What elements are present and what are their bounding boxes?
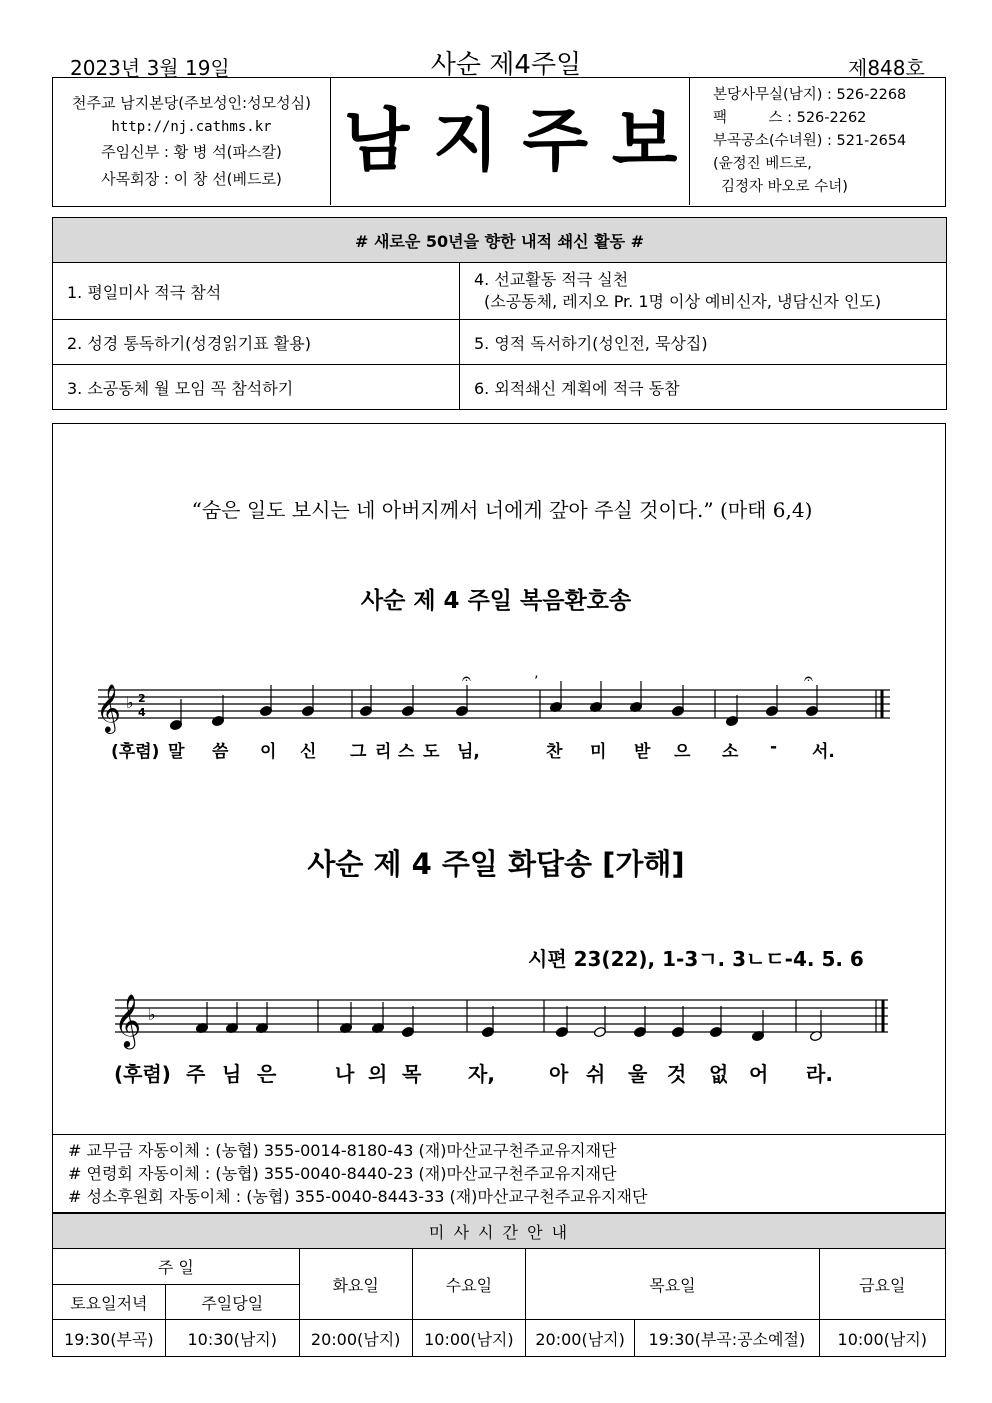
parish-url[interactable]: http://nj.cathms.kr xyxy=(111,119,272,135)
schedule-sunday: 주 일 xyxy=(53,1249,300,1285)
psalm-reference: 시편 23(22), 1-3ㄱ. 3ㄴㄷ-4. 5. 6 xyxy=(528,947,864,971)
lyric-syllable: 라. xyxy=(806,1062,833,1086)
scripture-quote: “숨은 일도 보시는 네 아버지께서 너에게 갚아 주실 것이다.” (마태 6,4) xyxy=(191,498,813,522)
transfer-tithe: # 교무금 자동이체 : (농협) 355-0014-8180-43 (재)마산교구천주교유지재단 xyxy=(68,1141,617,1160)
contact-mission: 부곡공소(수녀원) : 521-2654 xyxy=(713,133,907,149)
time-thu-1: 20:00(남지) xyxy=(526,1320,635,1357)
lyric-syllable: 님, xyxy=(457,742,480,762)
contact-sisters-2: 김정자 바오로 수녀) xyxy=(721,179,848,195)
lyric-syllable: 자, xyxy=(468,1062,495,1086)
lyric-syllable: 울 xyxy=(628,1062,648,1086)
transfer-list xyxy=(68,1139,647,1208)
schedule-thursday: 목요일 xyxy=(526,1249,819,1320)
schedule-friday: 금요일 xyxy=(819,1249,945,1320)
schedule-wednesday: 수요일 xyxy=(412,1249,526,1320)
renewal-item-2: 2. 성경 통독하기(성경읽기표 활용) xyxy=(53,320,460,365)
lyric-syllable: 받 xyxy=(634,742,651,762)
renewal-table xyxy=(52,217,947,410)
pastor-name: 주임신부 : 황 병 석(파스칼) xyxy=(101,143,282,161)
contact-fax: 팩 스 : 526-2262 xyxy=(713,110,867,126)
lyric-syllable: 어 xyxy=(749,1062,769,1086)
content-box xyxy=(52,423,946,1213)
treble-clef-icon: 𝄞 xyxy=(114,993,142,1047)
parish-info xyxy=(53,78,331,205)
schedule-sun-day: 주일당일 xyxy=(165,1285,299,1320)
lyric-syllable: 아 xyxy=(549,1062,569,1086)
lyric-syllable: 이 xyxy=(260,742,277,762)
gospel-acclamation-title: 사순 제 4 주일 복음환호송 xyxy=(360,588,632,614)
lyric-syllable: 쉬 xyxy=(586,1062,606,1086)
schedule-tuesday: 화요일 xyxy=(299,1249,412,1320)
lyric-syllable: 미 xyxy=(590,742,607,762)
issue-title: 사순 제4주일 xyxy=(430,50,582,80)
contact-sisters-1: (윤정진 베드로, xyxy=(713,156,812,172)
time-sun: 10:30(남지) xyxy=(165,1320,299,1357)
lyric-syllable: 목 xyxy=(402,1062,422,1086)
renewal-item-3: 3. 소공동체 월 모임 꼭 참석하기 xyxy=(53,365,460,410)
lyric-syllable: 서. xyxy=(812,742,835,762)
transfer-divider xyxy=(52,1134,946,1135)
renewal-item-4: 4. 선교활동 적극 실천 (소공동체, 레지오 Pr. 1명 이상 예비신자, 냉담신자 인도) xyxy=(460,263,947,320)
lyric-syllable: 은 xyxy=(257,1062,277,1086)
time-wed: 10:00(남지) xyxy=(412,1320,526,1357)
lyric-syllable: 스 xyxy=(398,742,415,762)
parish-name: 천주교 남지본당 xyxy=(72,94,179,112)
flat-icon: ♭ xyxy=(148,1005,156,1024)
renewal-item-6: 6. 외적쇄신 계획에 적극 동참 xyxy=(460,365,947,410)
renewal-item-1: 1. 평일미사 적극 참석 xyxy=(53,263,460,320)
time-sig-top: 2 xyxy=(138,692,146,705)
fermata-icon: 𝄐 xyxy=(462,670,471,688)
lyric-syllable: 님 xyxy=(222,1062,242,1086)
lyric-syllable: 씀 xyxy=(212,742,229,762)
council-president: 사목회장 : 이 창 선(베드로) xyxy=(101,170,282,188)
gospel-refrain-label: (후렴) xyxy=(111,742,160,762)
time-sig-bottom: 4 xyxy=(138,706,146,719)
time-tue: 20:00(남지) xyxy=(299,1320,412,1357)
mass-schedule-table xyxy=(52,1213,946,1357)
psalm-staff xyxy=(110,990,900,1050)
issue-number: 제848호 xyxy=(848,56,925,80)
contact-list xyxy=(713,84,906,199)
breath-mark-icon: ’ xyxy=(534,674,539,690)
lyric-syllable: 도 xyxy=(423,742,440,762)
contact-office: 본당사무실(남지) : 526-2268 xyxy=(713,87,907,103)
schedule-heading: 미 사 시 간 안 내 xyxy=(53,1214,946,1249)
psalm-title: 사순 제 4 주일 화답송 [가해] xyxy=(307,847,685,881)
gospel-notes xyxy=(169,681,818,731)
lyric-syllable: 소 xyxy=(722,742,739,762)
lyric-syllable: - xyxy=(770,737,778,757)
time-fri: 10:00(남지) xyxy=(819,1320,945,1357)
lyric-syllable: 의 xyxy=(368,1062,388,1086)
lyric-syllable: 것 xyxy=(667,1062,687,1086)
lyric-syllable: 없 xyxy=(709,1062,729,1086)
schedule-sat-eve: 토요일저녁 xyxy=(53,1285,166,1320)
lyric-syllable: 그 xyxy=(350,742,367,762)
issue-date: 2023년 3월 19일 xyxy=(70,56,230,80)
fermata-icon: 𝄐 xyxy=(804,670,813,688)
parish-patron: (주보성인:성모성심) xyxy=(178,94,311,112)
lyric-syllable: 나 xyxy=(335,1062,355,1086)
lyric-syllable: 주 xyxy=(186,1062,206,1086)
transfer-funeral: # 연령회 자동이체 : (농협) 355-0040-8440-23 (재)마산교구천주교유지재단 xyxy=(68,1164,617,1183)
bulletin-logo: 남 지 주 보 xyxy=(332,78,690,205)
renewal-item-5: 5. 영적 독서하기(성인전, 묵상집) xyxy=(460,320,947,365)
flat-icon: ♭ xyxy=(126,693,134,712)
transfer-vocation: # 성소후원회 자동이체 : (농협) 355-0040-8443-33 (재)마산교구천주교유지재단 xyxy=(68,1187,648,1206)
treble-clef-icon: 𝄞 xyxy=(96,683,121,732)
time-thu-2: 19:30(부곡:공소예절) xyxy=(635,1320,820,1357)
time-sat: 19:30(부곡) xyxy=(53,1320,166,1357)
psalm-refrain-label: (후렴) xyxy=(114,1062,171,1086)
lyric-syllable: 신 xyxy=(300,742,317,762)
lyric-syllable: 말 xyxy=(168,742,185,762)
lyric-syllable: 찬 xyxy=(546,742,563,762)
lyric-syllable: 리 xyxy=(375,742,392,762)
masthead xyxy=(52,77,946,207)
lyric-syllable: 으 xyxy=(674,742,691,762)
renewal-heading: # 새로운 50년을 향한 내적 쇄신 활동 # xyxy=(53,218,947,263)
